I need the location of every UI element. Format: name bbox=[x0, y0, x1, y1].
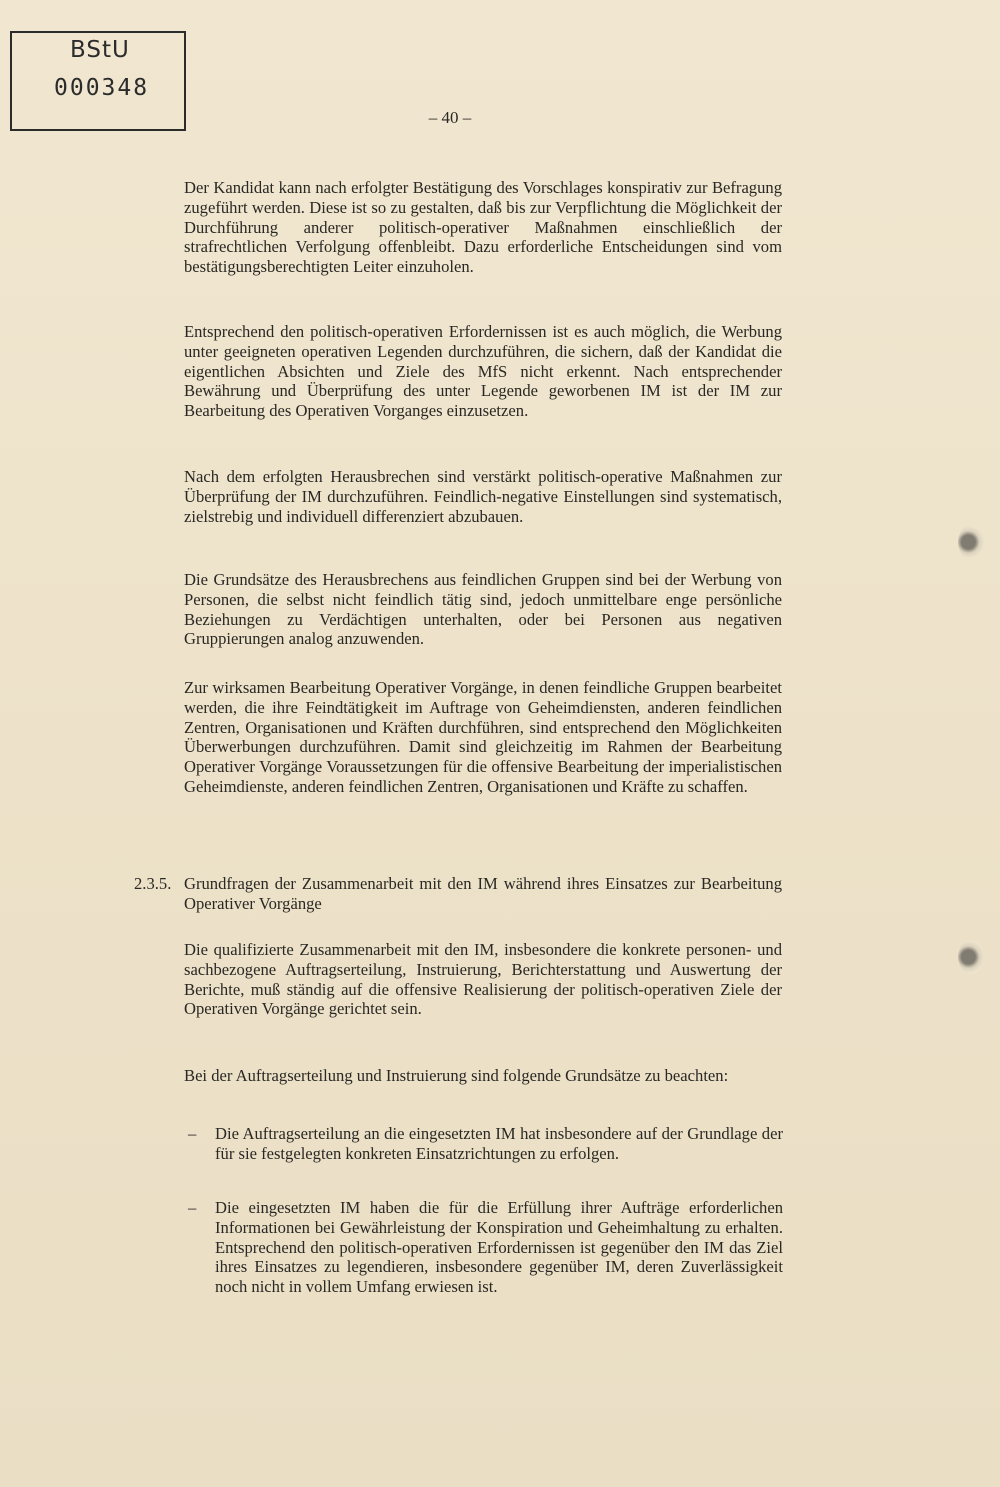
archive-stamp bbox=[10, 31, 186, 131]
paragraph-2: Entsprechend den politisch-operativen Erfordernissen ist es auch möglich, die Werbung unter geeigneten operativen Legenden durchzuführen, die sichern, daß der Kandidat die eigentlichen Absichten und Ziele des MfS nicht erkennt. Nach entsprechender Bewährung und Überprüfung des unter Legende geworbenen IM ist der IM zur Bearbeitung des Operativen Vorganges einzusetzen. bbox=[184, 322, 782, 421]
punch-hole bbox=[958, 525, 984, 559]
paragraph-1: Der Kandidat kann nach erfolgter Bestätigung des Vorschlages konspirativ zur Befragung zugeführt werden. Diese ist so zu gestalten, daß bis zur Verpflichtung die Möglichkeit der Durchführung anderer politisch-operativer Maßnahmen einschließlich der strafrechtlichen Verfolgung offenbleibt. Dazu erforderliche Entscheidungen sind vom bestätigungsberechtigten Leiter einzuholen. bbox=[184, 178, 782, 277]
section-title: Grundfragen der Zusammenarbeit mit den IM während ihres Einsatzes zur Bearbeitung Operativer Vorgänge bbox=[184, 874, 782, 913]
paragraph-5: Zur wirksamen Bearbeitung Operativer Vorgänge, in denen feindliche Gruppen bearbeitet werden, die ihre Feindtätigkeit im Auftrage von Geheimdiensten, anderen feindlichen Zentren, Organisationen und Kräften durchführen, sind entsprechend den Möglichkeiten Überwerbungen durchzuführen. Damit sind gleichzeitig im Rahmen der Bearbeitung Operativer Vorgänge Voraussetzungen für die offensive Bearbeitung der imperialistischen Geheimdienste, anderen feindlichen Zentren, Organisationen und Kräfte zu schaffen. bbox=[184, 678, 782, 796]
bullet-item-1: Die Auftragserteilung an die eingesetzten IM hat insbesondere auf der Grundlage der für sie festgelegten konkreten Einsatzrichtungen zu erfolgen. bbox=[215, 1124, 783, 1163]
bullet-item-2: Die eingesetzten IM haben die für die Erfüllung ihrer Aufträge erforderlichen Informationen bei Gewährleistung der Konspiration und Geheimhaltung zu erhalten. Entsprechend den politisch-operativen Erfordernissen ist gegenüber den IM das Ziel ihres Einsatzes zu legendieren, insbesondere gegenüber IM, deren Zuverlässigkeit noch nicht in vollem Umfang erwiesen ist. bbox=[215, 1198, 783, 1297]
stamp-label: BStU bbox=[70, 37, 130, 63]
bullet-marker: – bbox=[188, 1198, 197, 1217]
paragraph-3: Nach dem erfolgten Herausbrechen sind verstärkt politisch-operative Maßnahmen zur Überprüfung der IM durchzuführen. Feindlich-negative Einstellungen sind systematisch, zielstrebig und individuell differenziert abzubauen. bbox=[184, 467, 782, 526]
paragraph-7: Bei der Auftragserteilung und Instruierung sind folgende Grundsätze zu beachten: bbox=[184, 1066, 729, 1085]
page-number: – 40 – bbox=[428, 108, 472, 127]
section-number: 2.3.5. bbox=[134, 874, 172, 893]
bullet-marker: – bbox=[188, 1124, 197, 1143]
paragraph-4: Die Grundsätze des Herausbrechens aus feindlichen Gruppen sind bei der Werbung von Personen, die selbst nicht feindlich tätig sind, jedoch unmittelbare enge persönliche Beziehungen zu Verdächtigen unterhalten, oder bei Personen aus negativen Gruppierungen analog anzuwenden. bbox=[184, 570, 782, 649]
stamp-number: 000348 bbox=[54, 75, 150, 101]
punch-hole bbox=[958, 940, 984, 974]
paragraph-6: Die qualifizierte Zusammenarbeit mit den IM, insbesondere die konkrete personen- und sachbezogene Auftragserteilung, Instruierung, Berichterstattung und Auswertung der Berichte, muß ständig auf die offensive Realisierung der politisch-operativen Ziele der Operativen Vorgänge gerichtet sein. bbox=[184, 940, 782, 1019]
